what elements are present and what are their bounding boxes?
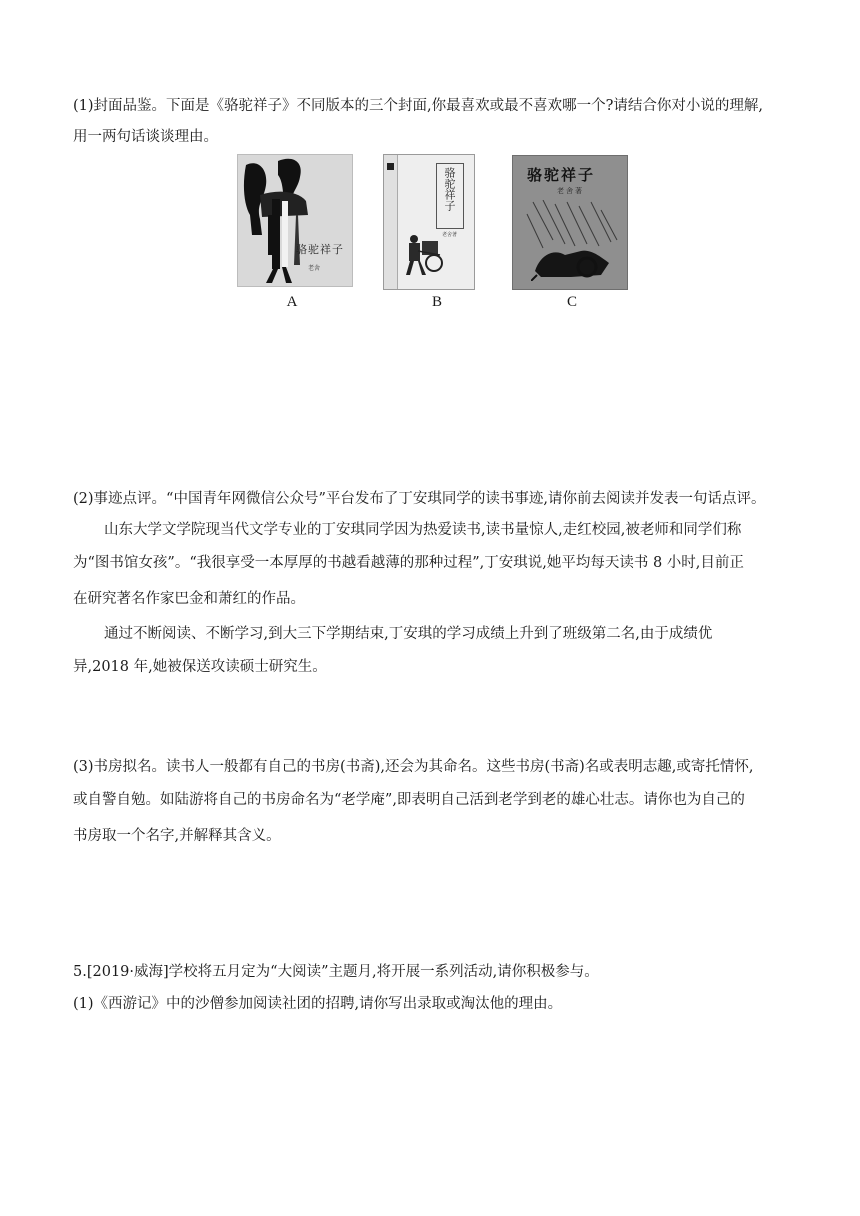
q5-sub1: (1)《西游记》中的沙僧参加阅读社团的招聘,请你写出录取或淘汰他的理由。 bbox=[73, 996, 563, 1012]
q1-prompt-line-1: (1)封面品鉴。下面是《骆驼祥子》不同版本的三个封面,你最喜欢或最不喜欢哪一个?请结合你对小说的理解, bbox=[73, 98, 764, 114]
q2-para2-line-2: 异,2018 年,她被保送攻读硕士研究生。 bbox=[73, 659, 327, 675]
cover-b-author: 老舍著 bbox=[442, 232, 458, 238]
rickshaw-in-rain-illustration bbox=[531, 241, 616, 281]
q1-prompt-line-2: 用一两句话谈谈理由。 bbox=[73, 129, 218, 145]
cover-c-label: C bbox=[566, 294, 577, 310]
cover-c-title: 骆驼祥子 bbox=[527, 166, 596, 184]
q3-line-3: 书房取一个名字,并解释其含义。 bbox=[73, 828, 281, 844]
q3-line-2: 或自警自勉。如陆游将自己的书房命名为“老学庵”,即表明自己活到老学到老的雄心壮志。请你也为自己的 bbox=[73, 792, 745, 808]
camel-silhouette bbox=[238, 155, 353, 287]
cover-a-author: 老舍 bbox=[308, 265, 321, 272]
q2-prompt: (2)事迹点评。“中国青年网微信公众号”平台发布了丁安琪同学的读书事迹,请你前去阅读并发表一句话点评。 bbox=[73, 491, 766, 507]
cover-image-c bbox=[512, 155, 628, 290]
cover-a-title: 骆驼祥子 bbox=[296, 243, 344, 256]
cover-c-author: 老舍著 bbox=[557, 187, 584, 195]
cover-b-title: 骆驼祥子 bbox=[443, 167, 456, 211]
q2-para1-line-2: 为“图书馆女孩”。“我很享受一本厚厚的书越看越薄的那种过程”,丁安琪说,她平均每天读书 8 小时,目前正 bbox=[73, 555, 744, 571]
cover-image-a bbox=[237, 154, 353, 287]
q2-para1-line-3: 在研究著名作家巴金和萧红的作品。 bbox=[73, 591, 305, 607]
q2-para1-line-1: 山东大学文学院现当代文学专业的丁安琪同学因为热爱读书,读书量惊人,走红校园,被老师和同学们称 bbox=[104, 522, 742, 538]
cover-image-b bbox=[383, 154, 475, 290]
q5-heading: 5.[2019·威海]学校将五月定为“大阅读”主题月,将开展一系列活动,请你积极参与。 bbox=[73, 964, 599, 980]
cover-a-label: A bbox=[286, 294, 298, 310]
q2-para2-line-1: 通过不断阅读、不断学习,到大三下学期结束,丁安琪的学习成绩上升到了班级第二名,由于成绩优 bbox=[104, 626, 713, 642]
cover-b-label: B bbox=[431, 294, 442, 310]
q3-line-1: (3)书房拟名。读书人一般都有自己的书房(书斋),还会为其命名。这些书房(书斋)名或表明志趣,或寄托情怀, bbox=[73, 759, 754, 775]
rickshaw-puller-illustration bbox=[384, 155, 475, 290]
